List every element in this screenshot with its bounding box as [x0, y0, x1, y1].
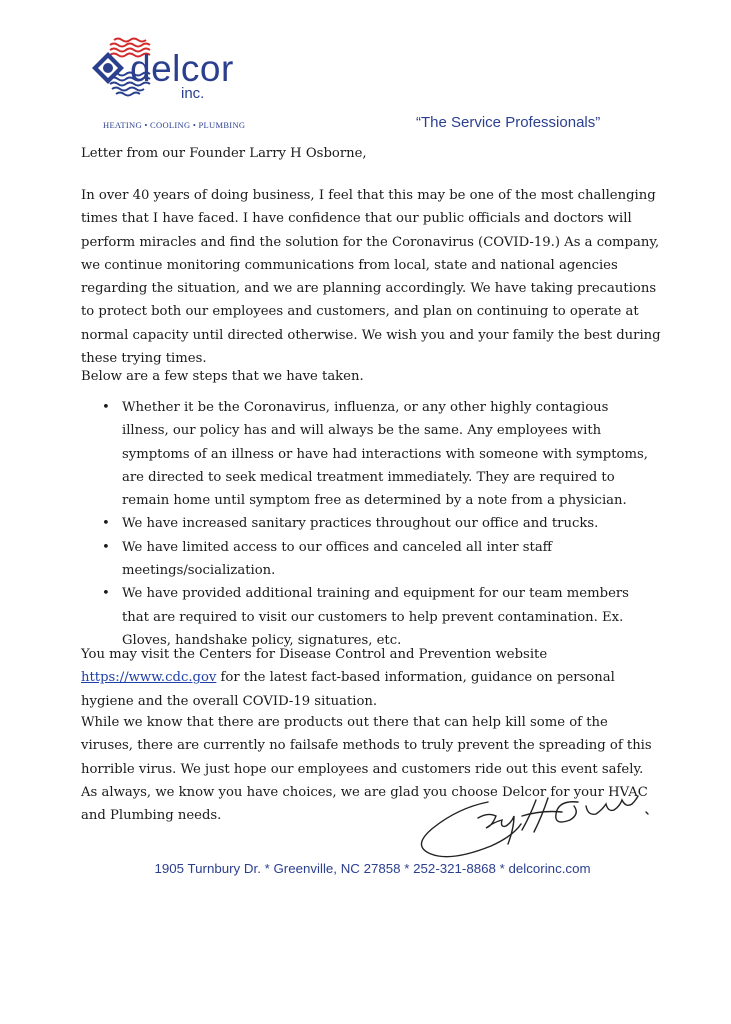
step-text: We have limited access to our offices and canceled all inter staff meetings/socialization.	[122, 539, 553, 579]
salutation: Letter from our Founder Larry H Osborne,	[81, 146, 367, 161]
bullet-icon: •	[102, 586, 110, 602]
step-text: We have provided additional training and equipment for our team members that are required to visit our customers to help prevent contamination. Ex. Gloves, handshake policy, signatures, etc.	[122, 586, 629, 648]
company-suffix: inc.	[181, 85, 205, 102]
cdc-paragraph	[81, 643, 661, 713]
bullet-icon: •	[102, 539, 110, 555]
bullet-icon: •	[102, 400, 110, 415]
step-text: We have increased sanitary practices throughout our office and trucks.	[122, 516, 599, 532]
steps-list	[81, 396, 651, 652]
list-item	[81, 512, 651, 535]
cdc-link[interactable]: https://www.cdc.gov	[81, 670, 217, 686]
closing-paragraph: While we know that there are products out there that can help kill some of the viruses, there are currently no failsafe methods to truly prevent the spreading of this horrible virus. We just hope our employees and customers ride out this event safely. As always, we know you have choices, we are glad you choose Delcor for your HVAC and Plumbing needs.	[81, 715, 652, 824]
company-motto: “The Service Professionals”	[416, 114, 601, 131]
list-item	[81, 536, 651, 583]
list-item	[81, 396, 651, 512]
footer-address: 1905 Turnbury Dr. * Greenville, NC 27858 * 252-321-8868 * delcorinc.com	[154, 861, 591, 876]
step-text: Whether it be the Coronavirus, influenza, or any other highly contagious illness, our policy has and will always be the same. Any employees with symptoms of an illness or have had interactions with someone with symptoms, are directed to seek medical treatment immediately. They are required to remain home until symptom free as determined by a note from a physician.	[122, 400, 648, 509]
company-tagline: HEATING • COOLING • PLUMBING	[103, 120, 246, 130]
cdc-text-before: You may visit the Centers for Disease Control and Prevention website	[81, 647, 548, 662]
opening-paragraph: In over 40 years of doing business, I feel that this may be one of the most challenging times that I have faced. I have confidence that our public officials and doctors will perform miracles and find the solution for the Coronavirus (COVID-19.) As a company, we continue monitoring communications from local, state and national agencies regarding the situation, and we are planning accordingly. We have taking precautions to protect both our employees and customers, and plan on continuing to operate at normal capacity until directed otherwise. We wish you and your family the best during these trying times.	[81, 188, 661, 367]
list-item	[81, 582, 651, 652]
steps-intro: Below are a few steps that we have taken.	[81, 369, 364, 384]
signature-image	[418, 788, 658, 858]
company-name: delcor	[130, 48, 234, 89]
bullet-icon: •	[102, 516, 110, 532]
cdc-text-after: for the latest fact-based information, guidance on personal hygiene and the overall COVID-19 situation.	[81, 670, 615, 709]
